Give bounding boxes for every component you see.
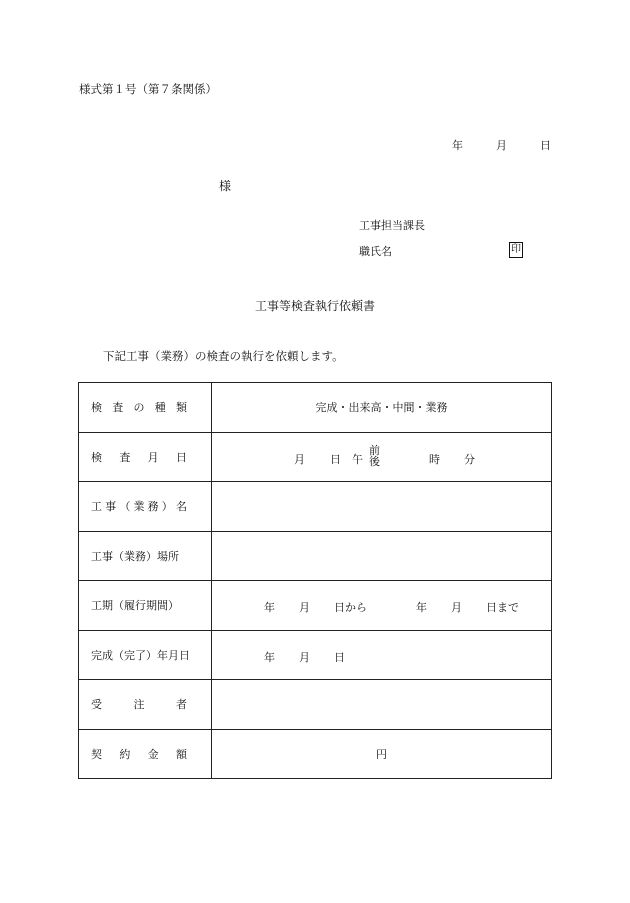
am-option[interactable]: 前: [369, 443, 380, 457]
document-title: 工事等検査執行依頼書: [254, 299, 375, 313]
work-name-field[interactable]: [212, 482, 552, 532]
label-char: 契: [91, 747, 102, 761]
label-char: 検: [91, 450, 102, 464]
label-char: の: [133, 401, 145, 415]
period-from-year: 年: [264, 601, 275, 614]
period-to-year: 年: [416, 601, 427, 614]
work-location-field[interactable]: [212, 531, 552, 581]
label-char: 類: [176, 401, 187, 415]
table-row: [79, 581, 552, 631]
completion-day: 日: [334, 650, 345, 664]
seal-mark: 印: [509, 242, 523, 258]
inspection-type-label: [79, 383, 212, 433]
gozen-prefix: 午: [352, 452, 363, 466]
date-day: 日: [540, 139, 551, 152]
pm-option[interactable]: 後: [369, 454, 380, 468]
period-to-day: 日まで: [486, 601, 519, 614]
issue-date: [452, 137, 551, 153]
am-pm-selector[interactable]: [369, 445, 380, 467]
contract-amount-value[interactable]: [212, 729, 552, 779]
period-to-month: 月: [451, 601, 462, 614]
completion-month: 月: [299, 650, 310, 664]
table-row: [79, 482, 552, 532]
table-row: [79, 383, 552, 433]
label-char: 査: [119, 450, 131, 464]
label-char: （: [119, 500, 131, 514]
table-row: [79, 531, 552, 581]
date-year: 年: [452, 139, 463, 152]
table-row: [79, 630, 552, 680]
work-period-label: 工期（履行期間）: [79, 581, 212, 631]
yen-unit: 円: [376, 747, 387, 761]
contractor-field[interactable]: [212, 680, 552, 730]
contract-amount-label: [79, 729, 212, 779]
label-char: 工: [91, 500, 102, 514]
label-char: 月: [147, 450, 159, 464]
label-char: 約: [119, 747, 131, 761]
label-char: 事: [105, 500, 117, 514]
label-char: 額: [175, 747, 187, 761]
date-day: 日: [330, 452, 341, 466]
work-name-label: [79, 482, 212, 532]
label-char: 受: [91, 698, 102, 712]
table-row: [79, 680, 552, 730]
label-char: 検: [91, 401, 102, 415]
addressee-suffix: 様: [219, 179, 232, 193]
table-row: [79, 432, 552, 482]
sender-title: 工事担当課長: [359, 219, 425, 232]
completion-year: 年: [264, 650, 275, 664]
label-char: 名: [175, 500, 187, 514]
time-hour: 時: [429, 452, 440, 466]
label-char: 種: [154, 401, 166, 415]
date-month: 月: [496, 139, 507, 152]
period-from-month: 月: [299, 601, 310, 614]
label-char: 日: [175, 450, 187, 464]
label-char: ）: [161, 500, 173, 514]
label-char: 業: [133, 500, 145, 514]
sender-name-label: 職氏名: [359, 245, 392, 258]
contractor-label: [79, 680, 212, 730]
inspection-date-label: [79, 432, 212, 482]
inspection-type-value[interactable]: 完成・出来高・中間・業務: [212, 383, 552, 433]
date-month: 月: [294, 452, 305, 466]
label-char: 者: [176, 698, 187, 712]
time-minute: 分: [464, 452, 475, 466]
form-number: 様式第１号（第７条関係）: [79, 82, 217, 96]
completion-date-value[interactable]: [212, 630, 552, 680]
intro-text: 下記工事（業務）の検査の執行を依頼します。: [103, 349, 344, 363]
period-from-day: 日から: [334, 601, 367, 614]
label-char: 務: [147, 500, 159, 514]
label-char: 査: [112, 401, 124, 415]
inspection-date-value[interactable]: [212, 432, 552, 482]
label-char: 金: [147, 747, 159, 761]
work-period-value[interactable]: [212, 581, 552, 631]
work-location-label: 工事（業務）場所: [79, 531, 212, 581]
table-row: [79, 729, 552, 779]
completion-date-label: 完成（完了）年月日: [79, 630, 212, 680]
inspection-form-table: [78, 382, 552, 779]
label-char: 注: [133, 698, 145, 712]
